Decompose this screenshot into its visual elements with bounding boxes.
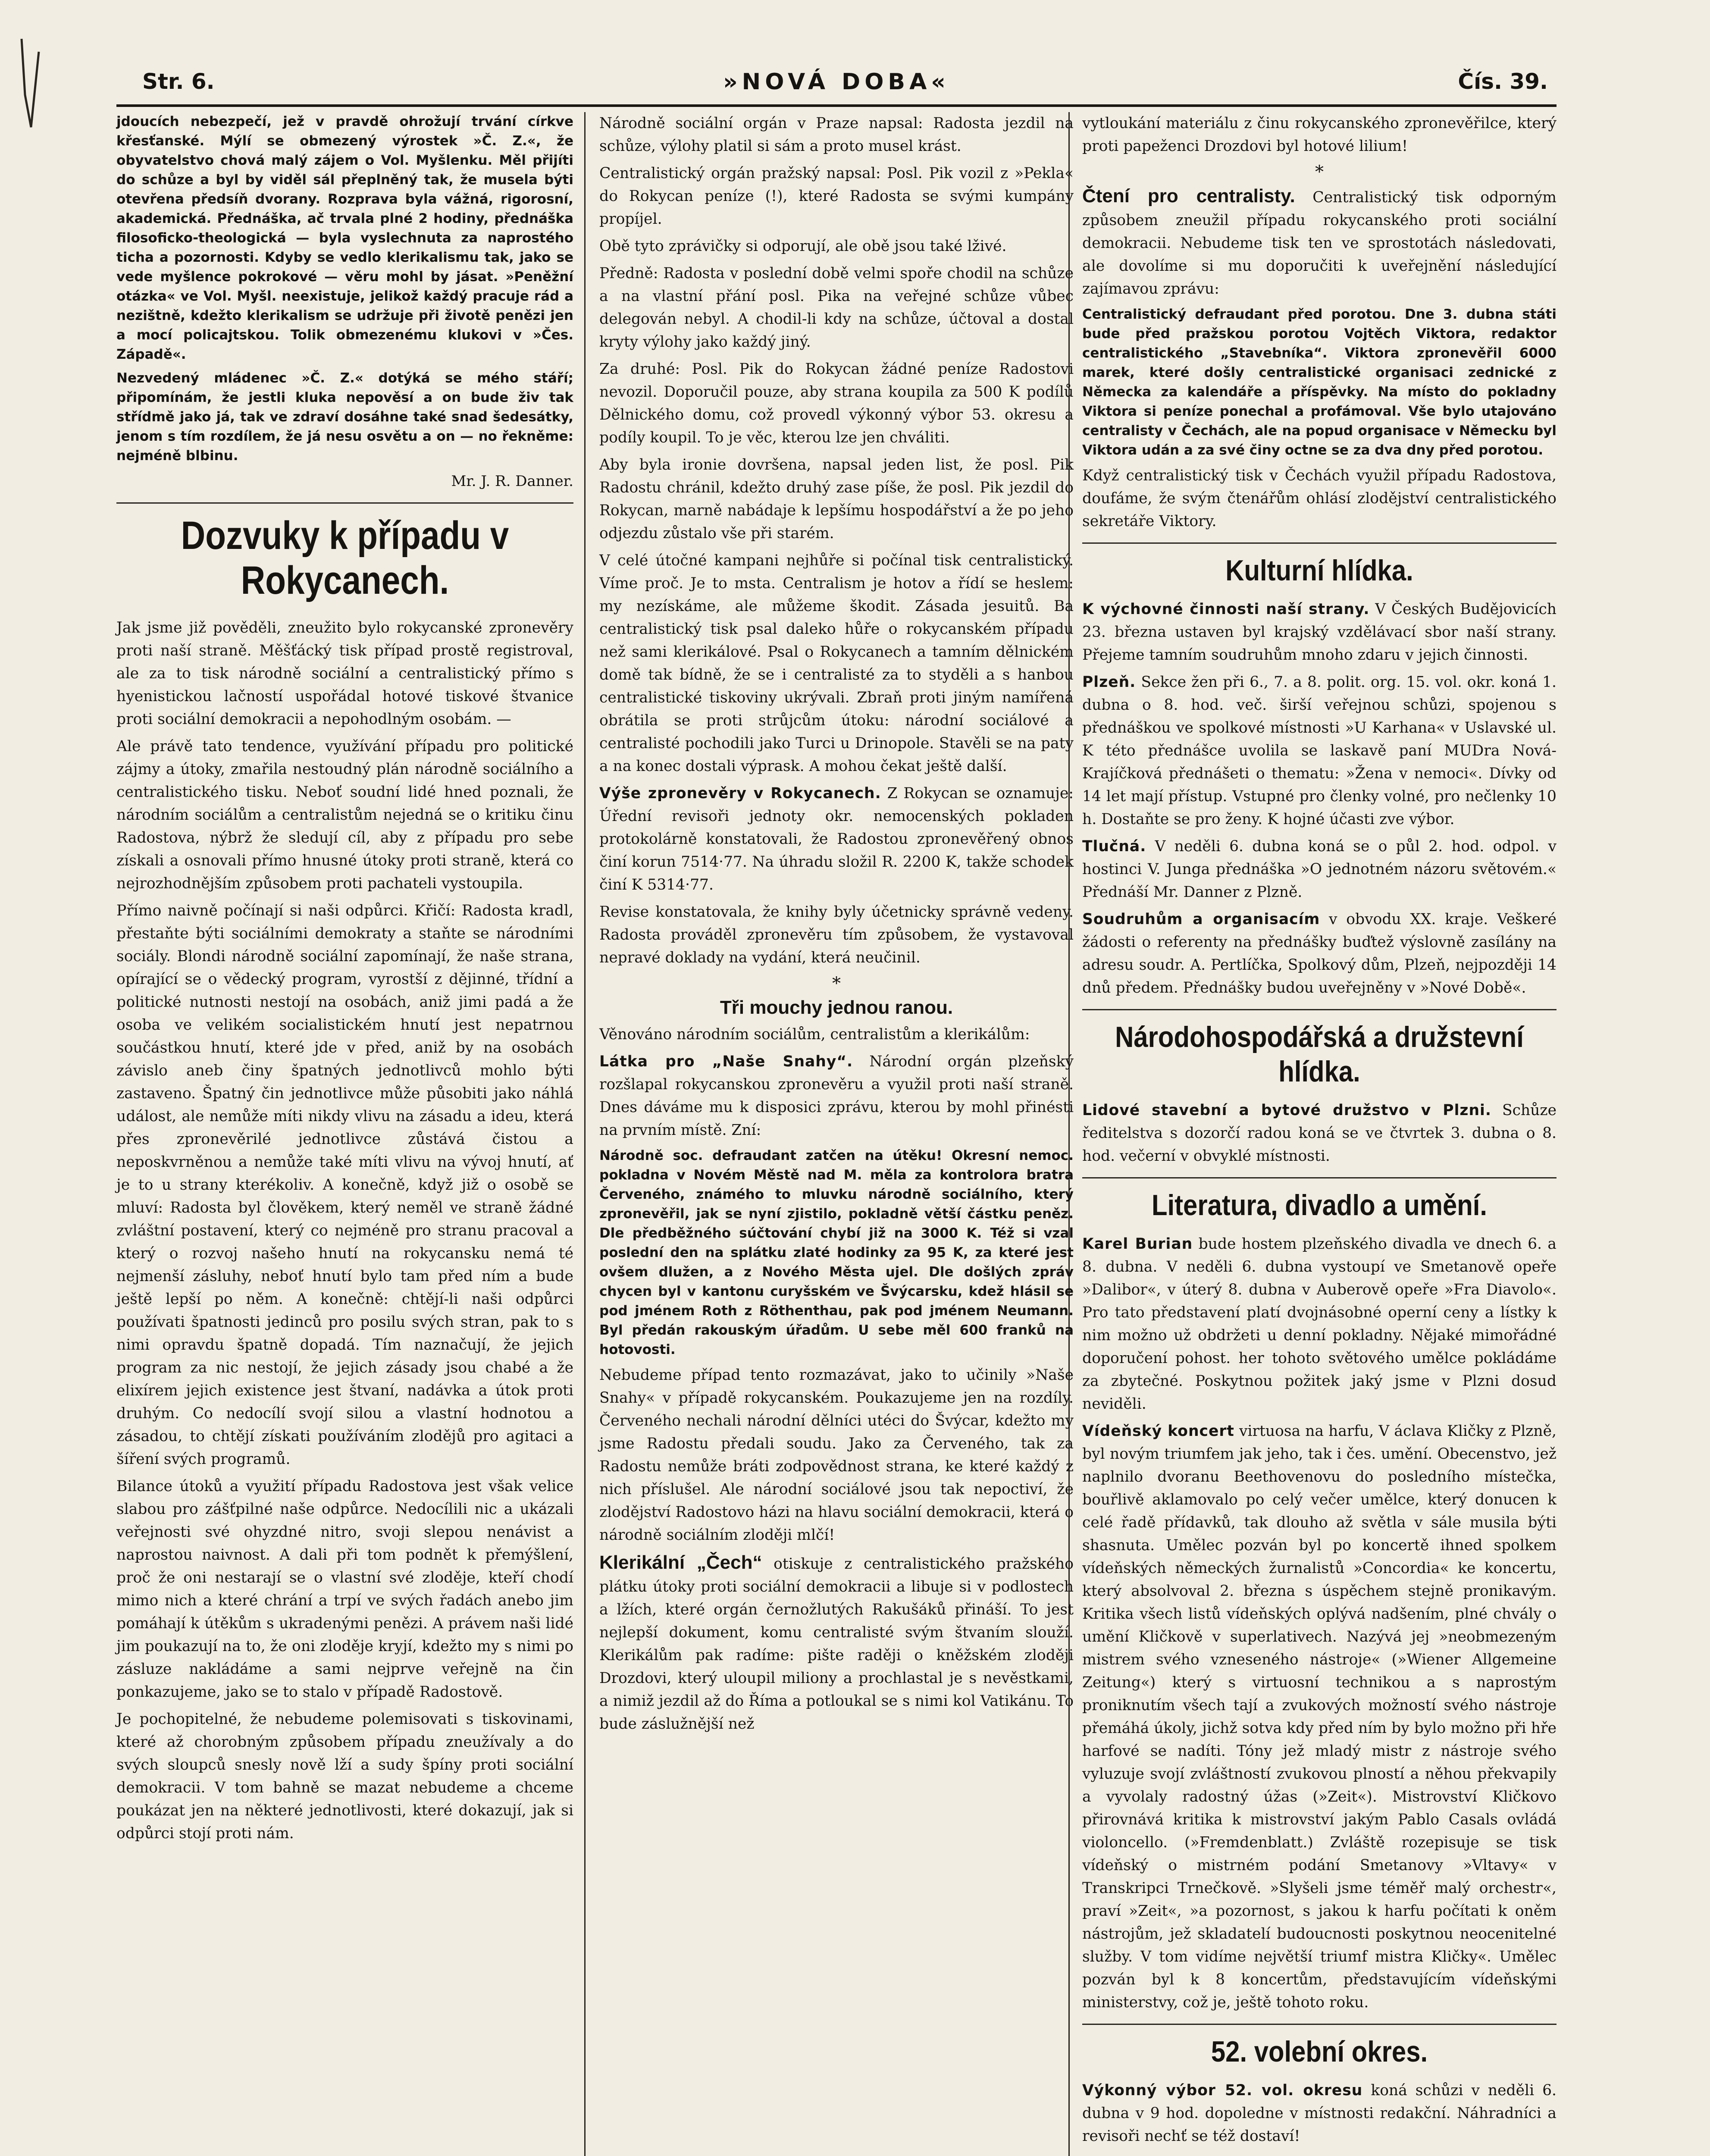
section-headline: Národohospodářská a družstevní hlídka. — [1115, 1021, 1524, 1088]
paragraph-kicker: Látka pro „Naše Snahy“. — [599, 1053, 853, 1070]
paragraph-text: V neděli 6. dubna koná se o půl 2. hod. odpol. v hostinci V. Junga přednáška »O jednotném názoru světovém.« Přednáší Mr. Danner z Plzně. — [1082, 838, 1557, 901]
article-paragraph: vytloukání materiálu z činu rokycanského zpronevěřilce, který proti papeženci Drozdovi byl hotové lilium! — [1082, 115, 1557, 155]
paragraph-text: koná schůzi v neděli 6. dubna v 9 hod. dopoledne v místnosti redakční. Náhradníci a revisoři nechť se též dostaví! — [1082, 2082, 1557, 2145]
paragraph-kicker: Čtení pro centralisty. — [1082, 185, 1295, 207]
news-item — [1082, 598, 1557, 667]
article-paragraph: Revise konstatovala, že knihy byly účetnicky správně vedeny. Radosta prováděl zpronevěru tím způsobem, že vystavoval nepravé doklady na vydání, která neučinil. — [599, 903, 1074, 966]
article-paragraph: Bilance útoků a využití případu Radostova jest však velice slabou pro zášťpilné naše odpůrce. Nedocílili nic a ukázali veřejnosti své ohyzdné nitro, svoji slepou nenávist a naprostou naivnost. A dali při tom podnět k přemýšlení, proč že oni nestarají se o vlastní své zloděje, kteří chodí mimo nich a které chrání a trpí ve svých řadách anebo jim pomáhají k útěkům s ukradenými penězi. A právem naši lidé jim poukazují na to, že oni zloděje kryjí, kdežto my s nimi po zásluze nakládáme a sami nejprve veřejně na čin ponkazujeme, jako se to stalo v případě Radostově. — [116, 1478, 573, 1701]
article-paragraph — [599, 782, 1074, 896]
paragraph-kicker: Výše zpronevěry v Rokycanech. — [599, 785, 881, 802]
article-paragraph: jdoucích nebezpečí, jež v pravdě ohrožují trvání církve křesťanské. Mýlí se obmezený výrostek »Č. Z.«, že obyvatelstvo chová malý zájem o Vol. Myšlenku. Měl přijíti do schůze a byl by viděl sál přeplněný tak, že musela býti otevřena předsíň dvorany. Rozprava byla vážná, rigorosní, akademická. Přednáška, ač trvala plné 2 hodiny, přednáška filosoficko-theologická — byla vyslechnuta za naprostého ticha a pozornosti. Kdyby se vedlo klerikalismu tak, jako se vede myšlence pokrokové — věru mohl by jásat. »Peněžní otázka« ve Vol. Myšl. neexistuje, jelikož každý pracuje rád a nezištně, kdežto klerikalism se udržuje při životě penězi jen a mocí policajtskou. Tolik obmezenému klukovi v »Čes. Západě«. — [116, 114, 573, 362]
section-headline: 52. volební okres. — [1211, 2035, 1428, 2068]
article-paragraph: Centralistický orgán pražský napsal: Posl. Pik vozil z »Pekla« do Rokycan peníze (!), které Radosta se svými kumpány propíjel. — [599, 165, 1074, 228]
paragraph-text: otiskuje z centralistického pražského plátku útoky proti sociální demokracii a libuje si v podlostech a lžích, které orgán černožlutých Rakušáků přináší. To jest nejlepší dokument, komu centralisté svým štvaním slouží. Klerikálům pak radíme: pište raději o kněžském zloději Drozdovi, který uloupil miliony a prochlastal je s nevěstkami, a nimiž jezdil až do Říma a potloukal se s nimi kol Vatikánu. To bude záslužnější než — [599, 1555, 1074, 1733]
section-rule — [1082, 1177, 1557, 1178]
article-paragraph: Přímo naivně počínají si naši odpůrci. Křičí: Radosta kradl, přestaňte býti sociálními demokraty a staňte se národními sociály. Blondi národně sociální zapomínají, že naše strana, opírající se o vědecký program, vyrostší z dějinné, třídní a politické nutnosti nestojí na osobách, aniž jimi padá a že osoba ve velikém socialistickém hnutí jest nepatrnou součástkou hnutí, které jde v před, aniž by na osobách závislo aneb činy špatných jednotlivců mohlo býti zastaveno. Špatný čin jednotlivce může působiti jako náhlá událost, ale nemůže míti nikdy vlivu na zásadu a ideu, která přes zpronevěrilé jednotlivce zůstává čistou a neposkvrněnou a nemůže také míti vlivu na vývoj hnutí, ať je to u strany kterékoliv. A konečně, když již o osobě se mluví: Radosta byl člověkem, který neměl ve straně žádné zvláštní postavení, který co nejméně pro stranu pracoval a který o rozvoj našeho hnutí na rokycansku nemá té nejmenší zásluhy, neboť hnutí bylo tam před ním a bude ještě lepší po něm. A konečně: chtějí-li naši odpůrci používati špatnosti jedinců pro posilu svých stran, pak to s nimi opravdu špatně dopadá. Tím naznačují, že jejich program za nic nestojí, že jejich zásady jsou chabé a že elixírem jejich existence jest štvaní, nadávka a útok proti druhým. Co nedocílí svojí silou a vlastní hodnotou a zásadou, to chtějí získati používáním zlodějů pro agitaci a šíření svých programů. — [116, 902, 573, 1468]
section-headline: Literatura, divadlo a umění. — [1151, 1189, 1488, 1222]
article-paragraph: Předně: Radosta v poslední době velmi spoře chodil na schůze a na vlastní přání posl. Pika na veřejné schůze vůbec delegován nebyl. A chodil-li kdy na schůze, účtoval a dostal kryty výlohy jako každý jiný. — [599, 265, 1074, 351]
column-3 — [1082, 112, 1557, 2152]
paragraph-text: Národní orgán plzeňský rozšlapal rokycanskou zpronevěru a využil proti naší straně. Dnes dáváme mu k disposici zprávu, kterou by mohl přinésti na prvním místě. Zní: — [599, 1053, 1074, 1139]
column-2 — [599, 112, 1074, 1740]
article-paragraph: Když centralistický tisk v Čechách využil případu Radostova, doufáme, že svým čtenářům ohlásí zlodějství centralistického sekretáře Viktory. — [1082, 467, 1557, 530]
news-item — [1082, 908, 1557, 1000]
paragraph-text: v obvodu XX. kraje. Veškeré žádosti o referenty na přednášky buďtež výslovně zasílány na adresu soudr. A. Pertlíčka, Spolkový dům, Plzeň, nejpozději 14 dnů předem. Přednášky budou uveřejněny v »Nové Době«. — [1082, 911, 1557, 997]
article-paragraph: Národně sociální orgán v Praze napsal: Radosta jezdil na schůze, výlohy platil si sám a proto musel krást. — [599, 115, 1074, 155]
article-paragraph: Ale právě tato tendence, využívání případu pro politické zájmy a útoky, zmařila nestoudný plán národně sociálního a centralistického tisku. Neboť soudní lidé hned poznali, že národním sociálům a centralistům nejedná se o kritiku činu Radostova, nýbrž že sledují cíl, aby z případu pro sebe získali a osnovali přímo hnusné útoky proti straně, která co nejrozhodnějším způsobem proti pachateli vystoupila. — [116, 738, 573, 892]
article-paragraph: Nezvedený mládenec »Č. Z.« dotýká se mého stáří; připomínám, že jestli kluka nepověsí a on bude živ tak střídmě jako já, tak ve zdraví dosáhne také snad šedesátky, jenom s tím rozdílem, že já nesu osvětu a on — no řekněme: nejméně blbinu. — [116, 370, 573, 464]
news-item — [1082, 835, 1557, 904]
news-item — [1082, 1420, 1557, 2014]
article-paragraph: Jak jsme již pověděli, zneužito bylo rokycanské zpronevěry proti naší straně. Měšťácký tisk případ prostě registroval, ale za to tisk národně sociální a centralistický přímo s hyenistickou lačností uspořádal hotové tiskové štvanice proti sociální demokracii a nepohodlným osobám. — — [116, 619, 573, 728]
paragraph-text: V Českých Budějovicích 23. března ustaven byl krajský vzdělávací sbor naší strany. Přejeme tamním soudruhům mnoho zdaru v jejich činnosti. — [1082, 601, 1557, 664]
paragraph-kicker: Klerikální „Čech“ — [599, 1552, 762, 1573]
paragraph-kicker: Soudruhům a organisacím — [1082, 911, 1320, 928]
paragraph-text: Sekce žen při 6., 7. a 8. polit. org. 15. vol. okr. koná 1. dubna o 8. hod. več. širší veřejnou schůzi, spojenou s přednáškou ve spolkové místnosti »U Karhana« v Uslavské ul. K této přednášce uvolila se laskavě paní MUDra Nová-Krajíčková přednášeti o thematu: »Žena v nemoci«. Dívky od 14 let mají přístup. Vstupné pro členky volné, pro nečlenky 10 h. Dostaňte se pro ženy. K hojné účasti zve výbor. — [1082, 674, 1557, 828]
paragraph-text: Schůze ředitelstva s dozorčí radou koná se ve čtvrtek 3. dubna o 8. hod. večerní v obvyklé místnosti. — [1082, 1102, 1557, 1165]
section-headline: Kulturní hlídka. — [1225, 554, 1413, 587]
article-paragraph: V celé útočné kampani nejhůře si počínal tisk centralistický. Víme proč. Je to msta. Centralism je hotov a řídí se heslem: my nezískáme, ale můžeme škodit. Zásada jesuitů. Ba centralistický tisk psal daleko hůře o rokycanském případu než sami klerikálové. Psal o Rokycanech a tamním dělnickém domě tak bídně, že se i centralisté za to styděli a s hanbou centralistické tiskoviny ukrývali. Zbraň proti jiným namířená obrátila se proti strůjcům útoku: národní sociálové a centralisté pochodili jako Turci u Drinopole. Stavěli se na paty a na konec dostali výprask. A mohou čekat ještě další. — [599, 552, 1074, 775]
article-paragraph: Obě tyto zprávičky si odporují, ale obě jsou také lživé. — [599, 238, 1007, 255]
article-paragraph — [599, 1050, 1074, 1142]
page-number: Str. 6. — [142, 69, 215, 94]
section-rule — [1082, 1009, 1557, 1010]
paragraph-kicker: Lidové stavební a bytové družstvo v Plzni. — [1082, 1102, 1491, 1119]
paragraph-kicker: K výchovné činnosti naší strany. — [1082, 601, 1370, 618]
article-paragraph: Je pochopitelné, že nebudeme polemisovati s tiskovinami, které až chorobným způsobem případu zneužívaly a do svých sloupců snesly nově lží a sudy špíny proti sociální demokracii. V tom bahně se mazat nebudeme a chceme poukázat jen na některé jednotlivosti, které dokazují, jak si odpůrci stojí proti nám. — [116, 1711, 573, 1842]
news-item — [1082, 1099, 1557, 1168]
article-paragraph — [1082, 185, 1557, 301]
section-rule — [1082, 542, 1557, 544]
article-paragraph: Aby byla ironie dovršena, napsal jeden list, že posl. Pik Radostu chránil, kdežto druhý zase píše, že posl. Pik jezdil do Rokycan, marně nabádaje k lepšímu hospodářství a že po jeho odjezdu zůstalo vše při starém. — [599, 456, 1074, 542]
issue-number: Čís. 39. — [1458, 69, 1548, 94]
section-rule — [116, 502, 573, 504]
margin-pencil-mark — [17, 34, 43, 134]
header-rule — [116, 104, 1557, 107]
quoted-report: Národně soc. defraudant zatčen na útěku! Okresní nemoc. pokladna v Novém Městě nad M. měla za kontrolora bratra Červeného, známého to mluvku národně sociálního, který zpronevěřil, jak se nyní zjistilo, pokladně větší částku peněz. Dle předběžného súčtování chybí již na 3000 K. Též si vzal poslední den na splátku zlaté hodinky za 95 K, za které jest ovšem dlužen, a z Nového Města ujel. Dle došlých zpráv chycen byl v kantonu curyšském ve Švýcarsku, kdež hlásil se pod jménem Roth z Röthenthau, pak pod jménem Neumann. Byl předán rakouským úřadům. U sebe měl 600 franků na hotovosti. — [599, 1148, 1074, 1357]
column-divider — [584, 112, 586, 2156]
article-signature: Mr. J. R. Danner. — [451, 473, 573, 490]
section-star: * — [832, 974, 841, 993]
paragraph-text: Centralistický tisk odporným způsobem zneužil případu rokycanského proti sociální demokracii. Nebudeme tisk ten ve sprostotách následovati, ale dovolíme si mu doporučiti k uveřejnění následující zajímavou zprávu: — [1082, 189, 1557, 298]
article-paragraph — [599, 1551, 1074, 1736]
news-item — [1082, 2079, 1557, 2148]
news-item — [1082, 671, 1557, 831]
section-rule — [1082, 2024, 1557, 2025]
paragraph-text: Z Rokycan se oznamuje: Úřední revisoři jednoty okr. nemocenských pokladen protokolárně konstatovali, že Radostou zpronevěřený obnos činí korun 7514·77. Na úhradu složil R. 2200 K, takže schodek činí K 5314·77. — [599, 785, 1074, 893]
paragraph-kicker: Výkonný výbor 52. vol. okresu — [1082, 2082, 1363, 2099]
paragraph-kicker: Vídeňský koncert — [1082, 1423, 1234, 1440]
article-paragraph: Nebudeme případ tento rozmazávat, jako to učinily »Naše Snahy« v případě rokycanském. Poukazujeme jen na rozdíly. Červeného nechali národní dělníci utéci do Švýcar, kdežto my jsme Radostu předali soudu. Jako za Červeného, tak za Radostu nemůže bráti zodpovědnost strana, ke které každý z nich příslušel. Ale národní sociálové jsou tak nepoctiví, že zlodějství Radostovo házi na hlavu sociální demokracii, která o národně sociálním zloději mlčí! — [599, 1366, 1074, 1544]
article-paragraph: Věnováno národním sociálům, centralistům a klerikálům: — [599, 1026, 1030, 1043]
article-headline: Dozvuky k případu v Rokycanech. — [181, 514, 509, 602]
column-1 — [116, 112, 573, 1849]
section-star: * — [1315, 162, 1324, 182]
newspaper-title: »NOVÁ DOBA« — [723, 69, 950, 95]
paragraph-kicker: Karel Burian — [1082, 1235, 1193, 1253]
paragraph-text: virtuosa na harfu, V áclava Kličky z Plzně, byl novým triumfem jak jeho, tak i čes. umění. Obecenstvo, jež naplnilo dvoranu Beethovenovu do posledního místečka, bouřlivě aklamovalo po celý večer umělce, který donucen k celé řadě přídavků, tak dlouho až světla v sále musila býti shasnuta. Umělec pozván byl po koncertě ihned spolkem vídeňských německých žurnalistů »Concordia« ke koncertu, který absolvoval 2. března s úspěchem stejně pronikavým. Kritika všech listů vídeňských oplývá nadšením, plné chvály o umění Kličkově v superlativech. Nazývá jej »neobmezeným mistrem svého vzneseného nástroje« (»Wiener Allgemeine Zeitung«) který s virtuosní technikou a s naprostým proniknutím všech tají a zvukových možností svého nástroje přemáhá úkoly, jichž sotva kdy před ním by bylo možno při hře harfové se nadíti. Tóny jež mladý mistr z nástroje svého vyluzuje svojí zvláštností zvukovou plností a něhou překvapily a vyvolaly radostný úžas (»Zeit«). Mistrovství Kličkovo přirovnává kritika k mistrovství jakým Pablo Casals ovládá violoncello. (»Fremdenblatt.) Zvláště rozepisuje se tisk vídeňský o mistrném podání Smetanovy »Vltavy« v Transkripci Trnečkově. »Slyšeli jsme téměř malý orchestr«, praví »Zeit«, »a pozornost, s jakou k harfu počítati k oněm nástrojům, jež skladatelí budoucnosti poskytnou neocenitelné služby. V tom vidíme největší triumf mistra Kličky«. Umělec pozván byl k 8 koncertům, představujícím vídeňskými ministerstvy, což je, ještě tohoto roku. — [1082, 1423, 1557, 2011]
article-paragraph: Za druhé: Posl. Pik do Rokycan žádné peníze Radostovi nevozil. Doporučil pouze, aby strana koupila za 500 K podílů Dělnického domu, což provedl výkonný výbor 53. okresu a podíly koupil. To je věc, kterou lze jen chváliti. — [599, 360, 1074, 446]
quoted-report: Centralistický defraudant před porotou. Dne 3. dubna státi bude před pražskou porotou Vojtěch Viktora, redaktor centralistického „Stavebníka“. Viktora zpronevěřil 6000 marek, které došly centralistické organisaci zednické z Německa za kalendáře a příspěvky. Na místo do pokladny Viktora si peníze ponechal a profámoval. Vše bylo utajováno centralisty v Čechách, ale na popud organisace v Německu byl Viktora udán a za své činy octne se za dva dny před porotou. — [1082, 307, 1557, 458]
paragraph-kicker: Plzeň. — [1082, 674, 1136, 691]
paragraph-text: bude hostem plzeňského divadla ve dnech 6. a 8. dubna. V neděli 6. dubna vystoupí ve Smetanově opeře »Dalibor«, v úterý 8. dubna v Auberově opeře »Fra Diavolo«. Pro tato představení platí dvojnásobné operní ceny a lístky k nim možno už obdržeti u denní pokladny. Nějaké mimořádné doporučení pohost. her tohoto světového umělce pokládáme za zbytečné. Poskytnou požitek jaký jsme v Plzni dosud neviděli. — [1082, 1235, 1557, 1413]
paragraph-kicker: Tlučná. — [1082, 838, 1146, 855]
article-subhead: Tři mouchy jednou ranou. — [720, 997, 953, 1018]
news-item — [1082, 1233, 1557, 1416]
